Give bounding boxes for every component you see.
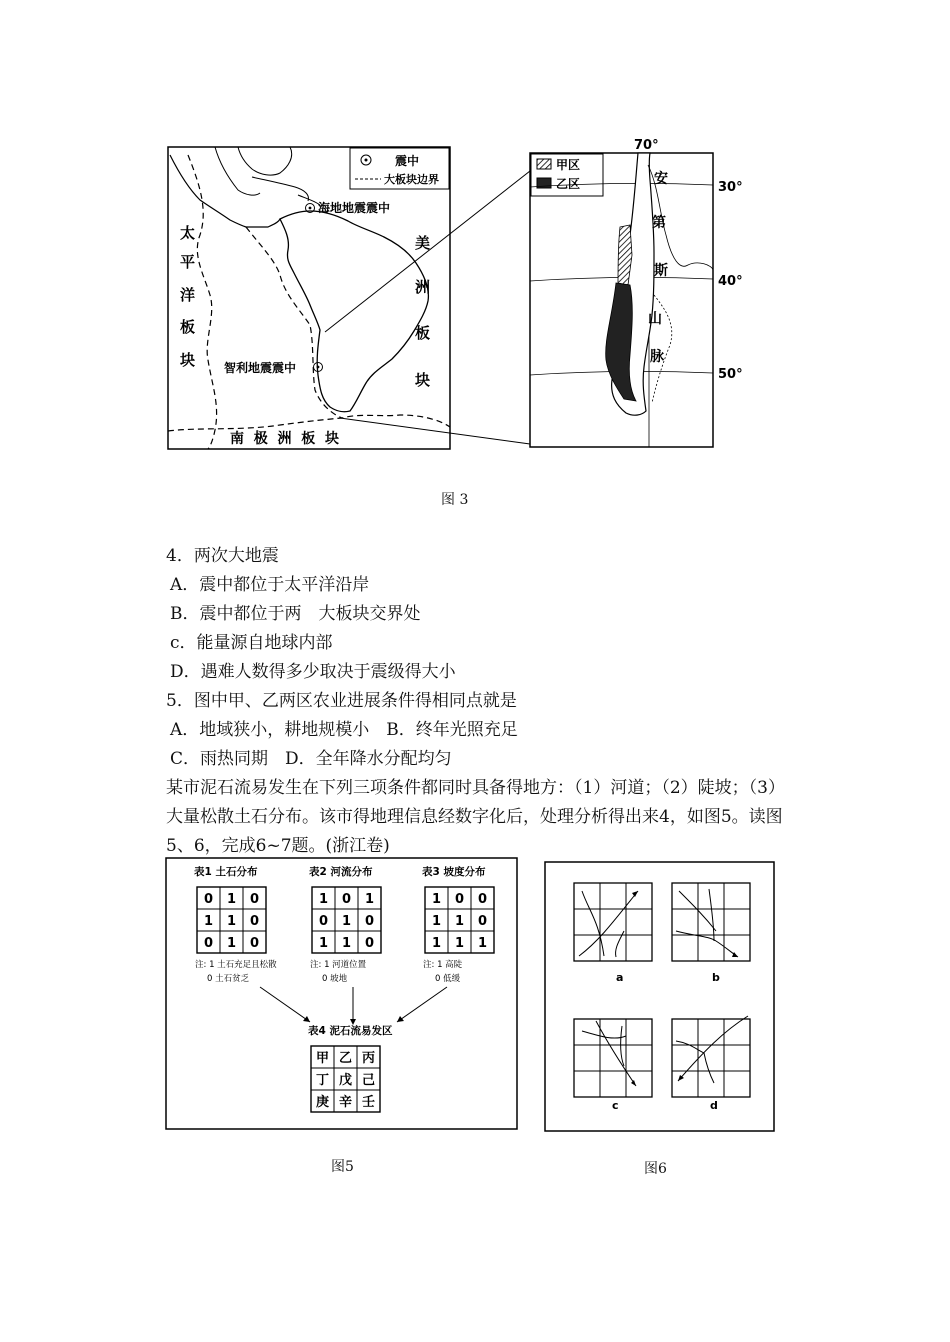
fig5-t2-title: 表2 河流分布 bbox=[309, 866, 373, 878]
fig5-t2-cell: 1 bbox=[341, 936, 352, 951]
fig5-t1-cell: 1 bbox=[203, 914, 214, 929]
north-america-coastline bbox=[170, 155, 280, 227]
fig6-grid-1 bbox=[672, 883, 750, 961]
fig5-t3-cell: 0 bbox=[477, 914, 488, 929]
pacific-plate-label bbox=[180, 224, 195, 369]
fig5-t2-cell: 0 bbox=[341, 892, 352, 907]
figure-6 bbox=[544, 861, 776, 1133]
question-5-stem: 5．图中甲、乙两区农业进展条件得相同点就是 bbox=[166, 691, 517, 711]
fig5-t1-title: 表1 土石分布 bbox=[194, 866, 258, 878]
fig5-t3-note1: 注: 1 高陡 bbox=[423, 960, 463, 970]
question-5-options-cd: C．雨热同期 D．全年降水分配均匀 bbox=[170, 749, 452, 769]
question-4-stem: 4．两次大地震 bbox=[166, 546, 279, 566]
svg-text:安: 安 bbox=[654, 171, 668, 187]
plate-boundary-antarctic bbox=[168, 415, 450, 431]
question-5-options-ab: A．地域狭小，耕地规模小 B．终年光照充足 bbox=[170, 720, 518, 740]
legend-zone-b: 乙区 bbox=[556, 177, 581, 191]
lat-50-label: 50° bbox=[718, 367, 743, 382]
fig5-t2-cell: 1 bbox=[341, 914, 352, 929]
fig5-t2-cell: 1 bbox=[318, 936, 329, 951]
fig6-grid-2 bbox=[574, 1019, 652, 1097]
svg-text:块: 块 bbox=[180, 351, 196, 369]
fig5-t1-cell: 0 bbox=[249, 914, 260, 929]
fig5-t4-cell: 丁 bbox=[315, 1073, 330, 1088]
svg-text:块: 块 bbox=[415, 371, 431, 389]
fig5-t1-cell: 0 bbox=[203, 936, 214, 951]
fig5-t3-note2: 0 低缓 bbox=[435, 974, 461, 984]
fig5-t1-cell: 1 bbox=[226, 914, 237, 929]
lon-70-label: 70° bbox=[634, 138, 659, 153]
fig5-t4-cell: 乙 bbox=[338, 1051, 353, 1066]
question-4-option-b: B．震中都位于两 大板块交界处 bbox=[170, 604, 421, 624]
fig5-t4-cell: 己 bbox=[361, 1073, 376, 1088]
fig5-t2-note1: 注: 1 河道位置 bbox=[310, 960, 367, 970]
legend-zone-a: 甲区 bbox=[556, 158, 581, 172]
svg-text:斯: 斯 bbox=[654, 263, 668, 279]
svg-text:美: 美 bbox=[415, 234, 431, 252]
lat-30-label: 30° bbox=[718, 180, 743, 195]
figure-5-tables bbox=[194, 865, 494, 1112]
chile-epicenter-label: 智利地震震中 bbox=[224, 361, 297, 375]
question-6-7-intro: 某市泥石流易发生在下列三项条件都同时具备得地方：（1）河道；（2）陡坡；（3）大量松散土石分布。该市得地理信息经数字化后，处理分析得出来4，如图5。读图5、6，完成6~7题。(浙江卷) bbox=[166, 778, 785, 856]
lat-40-label: 40° bbox=[718, 274, 743, 289]
fig5-t2-note2: 0 坡地 bbox=[322, 974, 348, 984]
grid-b-label: b bbox=[712, 971, 720, 984]
fig5-t3-cell: 1 bbox=[454, 936, 465, 951]
fig5-t1-note2: 0 土石贫乏 bbox=[207, 974, 250, 984]
fig5-t2-cell: 1 bbox=[318, 892, 329, 907]
fig5-t1-cell: 1 bbox=[226, 892, 237, 907]
fig5-t2-cell: 0 bbox=[364, 914, 375, 929]
fig5-t3-cell: 1 bbox=[454, 914, 465, 929]
fig5-t3-title: 表3 坡度分布 bbox=[422, 866, 486, 878]
fig5-t2-cell: 0 bbox=[364, 936, 375, 951]
american-plate-label bbox=[415, 234, 430, 389]
fig5-t1-note1: 注: 1 土石充足且松散 bbox=[195, 960, 277, 970]
svg-text:板: 板 bbox=[415, 324, 431, 342]
figure-3 bbox=[160, 135, 743, 460]
fig5-t3-cell: 0 bbox=[477, 892, 488, 907]
svg-text:太: 太 bbox=[180, 224, 196, 242]
map-frame bbox=[168, 147, 450, 449]
fig5-t1-cell: 0 bbox=[249, 936, 260, 951]
fig5-t1-cell: 0 bbox=[249, 892, 260, 907]
svg-text:脉: 脉 bbox=[650, 349, 664, 365]
fig5-t4-cell: 庚 bbox=[315, 1095, 330, 1110]
svg-text:洲: 洲 bbox=[415, 278, 431, 296]
svg-text:山: 山 bbox=[648, 311, 662, 327]
fig5-t3-cell: 1 bbox=[431, 936, 442, 951]
fig5-t1-cell: 1 bbox=[226, 936, 237, 951]
fig5-t4-cell: 壬 bbox=[361, 1095, 376, 1110]
svg-text:板: 板 bbox=[180, 318, 196, 336]
fig6-grid-3 bbox=[672, 1019, 750, 1097]
fig5-t3-cell: 1 bbox=[431, 892, 442, 907]
fig5-t3-cell: 1 bbox=[431, 914, 442, 929]
fig5-t3-cell: 1 bbox=[477, 936, 488, 951]
question-4-option-c: c．能量源自地球内部 bbox=[170, 633, 333, 653]
question-4-option-d: D．遇难人数得多少取决于震级得大小 bbox=[170, 662, 456, 682]
fig5-t4-cell: 辛 bbox=[338, 1095, 353, 1110]
fig5-t2-cell: 0 bbox=[318, 914, 329, 929]
fig5-t4-cell: 丙 bbox=[361, 1051, 376, 1066]
figure-6-caption: 图6 bbox=[644, 1161, 667, 1177]
svg-text:第: 第 bbox=[652, 215, 666, 231]
fig5-t1-cell: 0 bbox=[203, 892, 214, 907]
legend-epicenter: 震中 bbox=[395, 154, 420, 168]
fig5-t4-title: 表4 泥石流易发区 bbox=[308, 1025, 393, 1037]
zone-a-legend-icon bbox=[537, 159, 551, 169]
plate-boundary-andes bbox=[246, 227, 342, 418]
grid-a-label: a bbox=[616, 971, 624, 984]
river-a bbox=[582, 891, 604, 956]
grid-d-label: d bbox=[710, 1099, 718, 1112]
south-america-coastline bbox=[280, 211, 431, 412]
figure-3-caption: 图 3 bbox=[441, 492, 469, 508]
figure-6-frame bbox=[545, 862, 774, 1131]
fig5-t2-cell: 1 bbox=[364, 892, 375, 907]
fig5-t4-cell: 甲 bbox=[315, 1051, 330, 1066]
figure-5 bbox=[165, 857, 520, 1132]
figure-6-grids bbox=[574, 883, 750, 1097]
svg-text:平: 平 bbox=[180, 253, 196, 271]
svg-text:洋: 洋 bbox=[180, 286, 196, 304]
fig5-t3-cell: 0 bbox=[454, 892, 465, 907]
grid-c-label: c bbox=[612, 1099, 619, 1112]
question-4-option-a: A．震中都位于太平洋沿岸 bbox=[170, 575, 370, 595]
figure-5-caption: 图5 bbox=[331, 1159, 354, 1175]
legend-boundary: 大板块边界 bbox=[384, 173, 439, 186]
fig5-t4-cell: 戊 bbox=[338, 1073, 353, 1088]
antarctic-plate-label: 南 极 洲 板 块 bbox=[230, 431, 339, 447]
haiti-epicenter-label: 海地地震震中 bbox=[318, 201, 391, 215]
